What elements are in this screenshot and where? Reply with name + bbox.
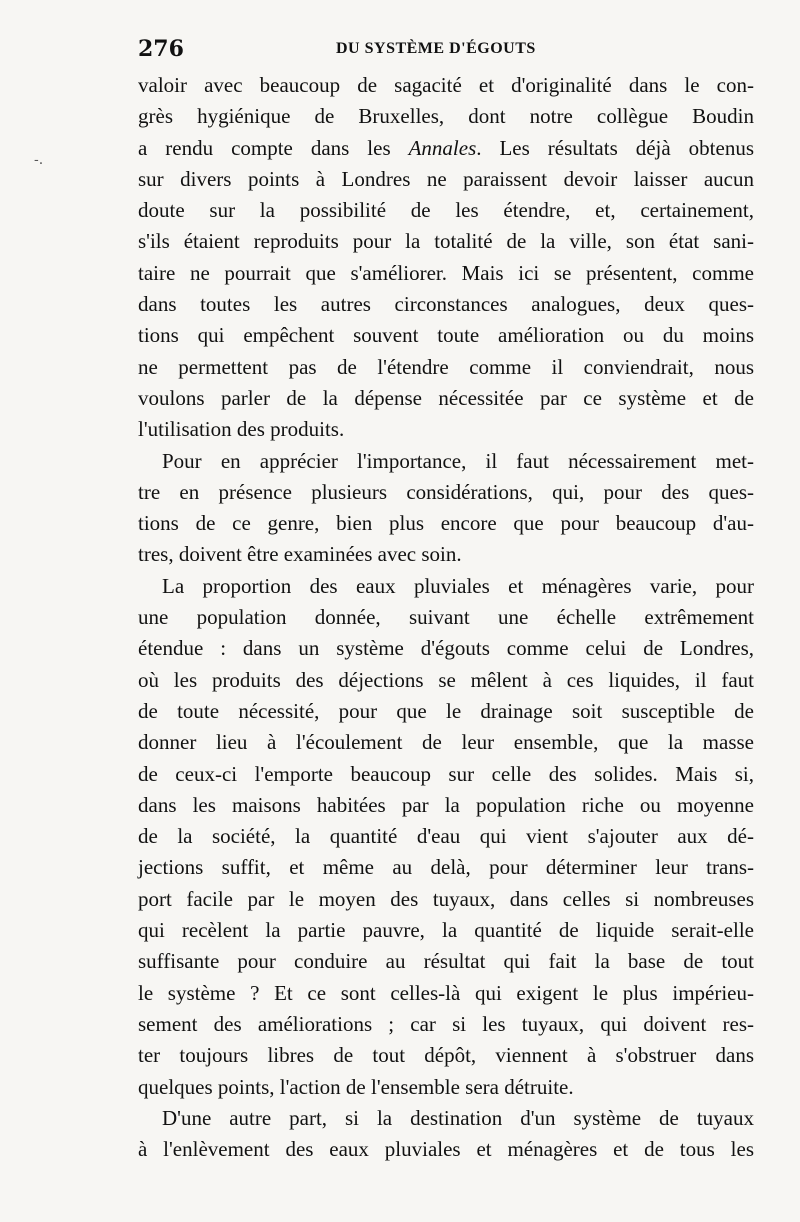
text-line: ter toujours libres de tout dépôt, viennent à s'obstruer dans xyxy=(138,1043,754,1068)
paragraph-1 xyxy=(138,70,754,446)
text-line: tions de ce genre, bien plus encore que pour beaucoup d'au- xyxy=(138,511,754,536)
paragraph-3 xyxy=(138,571,754,1103)
text-line: voulons parler de la dépense nécessitée par ce système et de xyxy=(138,385,754,410)
text-line: suffisante pour conduire au résultat qui fait la base de tout xyxy=(138,949,754,974)
text-line: grès hygiénique de Bruxelles, dont notre collègue Boudin xyxy=(138,104,754,129)
running-head xyxy=(138,36,760,66)
text-line: à l'enlèvement des eaux pluviales et ménagères et de tous les xyxy=(138,1137,754,1162)
text-line: s'ils étaient reproduits pour la totalité de la ville, son état sani- xyxy=(138,229,754,254)
italic-journal-title: Annales xyxy=(408,135,477,160)
text-line: tre en présence plusieurs considérations, qui, pour des ques- xyxy=(138,479,754,504)
text-line: sement des améliorations ; car si les tuyaux, qui doivent res- xyxy=(138,1011,754,1036)
text-line: donner lieu à l'écoulement de leur ensemble, que la masse xyxy=(138,730,754,755)
text-line: une population donnée, suivant une échelle extrêmement xyxy=(138,605,754,630)
text-line: ne permettent pas de l'étendre comme il conviendrait, nous xyxy=(138,354,754,379)
text-line: le système ? Et ce sont celles-là qui exigent le plus impérieu- xyxy=(138,980,754,1005)
text-line: tres, doivent être examinées avec soin. xyxy=(138,542,462,567)
text-line: sur divers points à Londres ne paraissent devoir laisser aucun xyxy=(138,166,754,191)
text-line: de la société, la quantité d'eau qui vient s'ajouter aux dé- xyxy=(138,824,754,849)
text-line: de toute nécessité, pour que le drainage soit susceptible de xyxy=(138,698,754,723)
text-line: tions qui empêchent souvent toute amélioration ou du moins xyxy=(138,323,754,348)
text-line: La proportion des eaux pluviales et ménagères varie, pour xyxy=(162,573,754,598)
text-line: D'une autre part, si la destination d'un système de tuyaux xyxy=(162,1105,754,1130)
text-line xyxy=(138,133,754,164)
page-number: 276 xyxy=(138,36,184,62)
text-line: étendue : dans un système d'égouts comme celui de Londres, xyxy=(138,636,754,661)
text-fragment: . Les résultats déjà obtenus xyxy=(476,135,754,160)
text-line: Pour en apprécier l'importance, il faut nécessairement met- xyxy=(162,448,754,473)
text-line: jections suffit, et même au delà, pour déterminer leur trans- xyxy=(138,855,754,880)
text-line: l'utilisation des produits. xyxy=(138,417,345,442)
text-line: où les produits des déjections se mêlent à ces liquides, il faut xyxy=(138,667,754,692)
text-line: qui recèlent la partie pauvre, la quantité de liquide serait-elle xyxy=(138,918,754,943)
paragraph-2 xyxy=(138,446,754,571)
text-line: taire ne pourrait que s'améliorer. Mais ici se présentent, comme xyxy=(138,260,754,285)
running-title: DU SYSTÈME D'ÉGOUTS xyxy=(336,40,536,57)
text-line: dans les maisons habitées par la population riche ou moyenne xyxy=(138,792,754,817)
text-line: dans toutes les autres circonstances analogues, deux ques- xyxy=(138,292,754,317)
text-line: quelques points, l'action de l'ensemble sera détruite. xyxy=(138,1074,574,1099)
text-line: port facile par le moyen des tuyaux, dans celles si nombreuses xyxy=(138,886,754,911)
text-line: valoir avec beaucoup de sagacité et d'originalité dans le con- xyxy=(138,73,754,97)
text-fragment: a rendu compte dans les xyxy=(138,135,409,160)
margin-mark: -. xyxy=(34,152,44,168)
paragraph-4 xyxy=(138,1103,754,1166)
body-text xyxy=(138,70,754,1165)
text-line: de ceux-ci l'emporte beaucoup sur celle des solides. Mais si, xyxy=(138,761,754,786)
text-line: doute sur la possibilité de les étendre, et, certainement, xyxy=(138,198,754,223)
